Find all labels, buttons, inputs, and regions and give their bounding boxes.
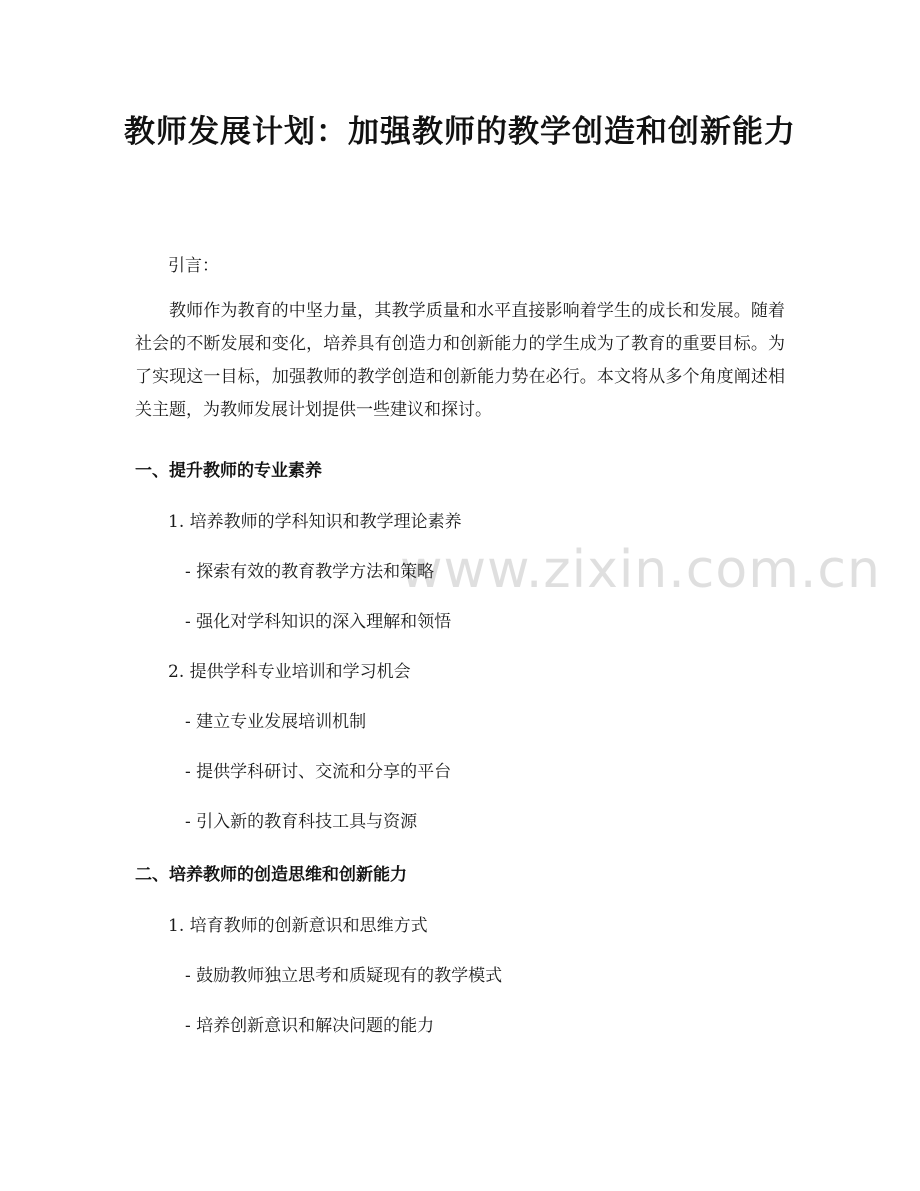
watermark: www.zixin.com.cn <box>400 540 881 600</box>
section-heading: 二、培养教师的创造思维和创新能力 <box>135 865 407 885</box>
section-heading: 一、提升教师的专业素养 <box>135 461 322 481</box>
sub-list-item: - 建立专业发展培训机制 <box>185 712 367 732</box>
sub-list-item: - 提供学科研讨、交流和分享的平台 <box>185 762 452 782</box>
sub-list-item: - 探索有效的教育教学方法和策略 <box>185 562 435 582</box>
intro-label: 引言： <box>168 256 219 276</box>
list-item: 2. 提供学科专业培训和学习机会 <box>168 662 411 682</box>
sub-list-item: - 强化对学科知识的深入理解和领悟 <box>185 612 452 632</box>
intro-paragraph: 教师作为教育的中坚力量，其教学质量和水平直接影响着学生的成长和发展。随着社会的不断发展和变化，培养具有创造力和创新能力的学生成为了教育的重要目标。为了实现这一目标，加强教师的教学创造和创新能力势在必行。本文将从多个角度阐述相关主题，为教师发展计划提供一些建议和探讨。 <box>135 301 785 420</box>
list-item: 1. 培养教师的学科知识和教学理论素养 <box>168 512 462 532</box>
sub-list-item: - 引入新的教育科技工具与资源 <box>185 812 418 832</box>
list-item: 1. 培育教师的创新意识和思维方式 <box>168 916 428 936</box>
document-title: 教师发展计划：加强教师的教学创造和创新能力 <box>124 114 796 150</box>
sub-list-item: - 鼓励教师独立思考和质疑现有的教学模式 <box>185 966 503 986</box>
sub-list-item: - 培养创新意识和解决问题的能力 <box>185 1016 435 1036</box>
